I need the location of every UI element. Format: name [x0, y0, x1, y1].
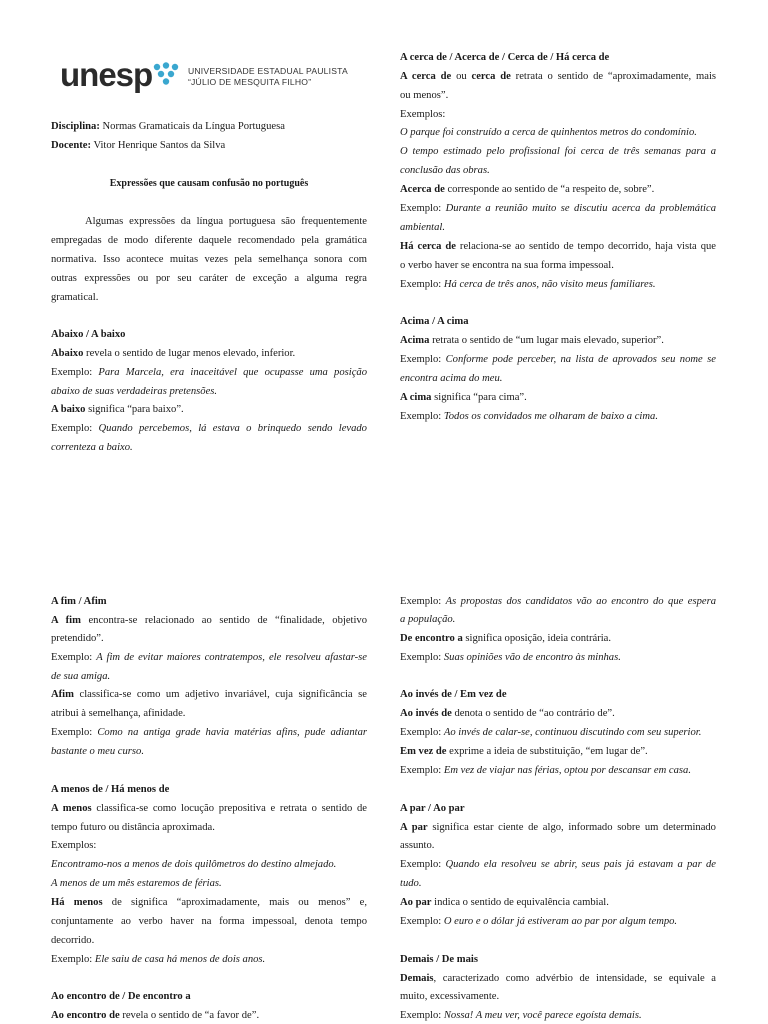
acerca-line-8: Exemplo: Durante a reunião muito se discutiu acerca da problemática [400, 203, 716, 214]
section-heading-acima: Acima / A cima [400, 316, 469, 327]
afim-line-7: Exemplo: Como na antiga grade havia matérias afins, pude adiantar [51, 727, 367, 738]
aoencontro-line-5: Exemplo: Suas opiniões vão de encontro às minhas. [400, 652, 621, 663]
document-title: Expressões que causam confusão no português [109, 178, 309, 189]
abaixo-line-4: A baixo significa “para baixo”. [51, 404, 184, 415]
afim-line-8: bastante o meu curso. [51, 746, 144, 757]
acerca-line-5: O tempo estimado pelo profissional foi cerca de três semanas para a [400, 146, 716, 157]
section-heading-apar: A par / Ao par [400, 803, 465, 814]
acerca-line-9: ambiental. [400, 222, 446, 233]
acima-line-3: encontra acima do meu. [400, 373, 503, 384]
apar-line-2: assunto. [400, 840, 435, 851]
logo-wordmark: unesp [60, 56, 153, 93]
intro-line-3: normativa. Isso acontece muitas vezes pela semelhança sonora com [51, 254, 367, 265]
apar-line-6: Exemplo: O euro e o dólar já estiveram ao par por algum tempo. [400, 916, 678, 927]
afim-line-1: A fim encontra-se relacionado ao sentido de “finalidade, objetivo [51, 615, 368, 626]
section-heading-aoencontro: Ao encontro de / De encontro a [51, 991, 191, 1002]
acima-line-2: Exemplo: Conforme pode perceber, na lista de aprovados seu nome se [400, 354, 716, 365]
demais-line-3: Exemplo: Nossa! A meu ver, você parece egoísta demais. [400, 1010, 642, 1021]
intro-line-1: Algumas expressões da língua portuguesa são frequentemente [85, 216, 367, 227]
acerca-line-4: O parque foi construído a cerca de quinhentos metros do condomínio. [400, 127, 697, 138]
section-heading-demais: Demais / De mais [400, 954, 478, 965]
afim-line-2: pretendido”. [51, 633, 104, 644]
acerca-line-1: A cerca de ou cerca de retrata o sentido de “aproximadamente, mais [400, 71, 717, 82]
aoencontro-line-4: De encontro a significa oposição, ideia contrária. [400, 633, 612, 644]
apar-line-4: tudo. [400, 878, 422, 889]
acerca-line-10: Há cerca de relaciona-se ao sentido de tempo decorrido, haja vista que [400, 241, 717, 252]
acerca-line-7: Acerca de corresponde ao sentido de “a respeito de, sobre”. [400, 184, 655, 195]
apar-line-3: Exemplo: Quando ela resolveu se abrir, seus pais já estavam a par de [400, 859, 716, 870]
abaixo-line-3: abaixo de suas verdadeiras pretensões. [51, 386, 218, 397]
demais-line-1: Demais, caracterizado como advérbio de intensidade, se equivale a [400, 973, 716, 984]
university-logo [60, 56, 360, 102]
acerca-line-12: Exemplo: Há cerca de três anos, não visito meus familiares. [400, 279, 656, 290]
abaixo-line-2: Exemplo: Para Marcela, era inaceitável que ocupasse uma posição [51, 367, 368, 378]
amenos-line-1: A menos classifica-se como locução prepositiva e retrata o sentido de [51, 803, 367, 814]
amenos-line-6: Há menos de significa “aproximadamente, mais ou menos” e, [51, 897, 367, 908]
afim-line-5: Afim classifica-se como um adjetivo invariável, cuja significância se [51, 689, 367, 700]
aoinves-line-4: Exemplo: Em vez de viajar nas férias, optou por descansar em casa. [400, 765, 692, 776]
acima-line-5: Exemplo: Todos os convidados me olharam de baixo a cima. [400, 411, 658, 422]
amenos-line-4: Encontramo-nos a menos de dois quilômetros do destino almejado. [51, 859, 337, 870]
amenos-line-2: tempo futuro ou distância aproximada. [51, 822, 215, 833]
demais-line-2: muito, excessivamente. [400, 991, 500, 1002]
acerca-line-6: conclusão das obras. [400, 165, 490, 176]
amenos-line-3: Exemplos: [51, 840, 97, 851]
amenos-line-8: decorrido. [51, 935, 95, 946]
amenos-line-5: A menos de um mês estaremos de férias. [51, 878, 222, 889]
acerca-line-3: Exemplos: [400, 109, 446, 120]
aoinves-line-3: Em vez de exprime a ideia de substituição, “em lugar de”. [400, 746, 648, 757]
section-heading-amenos: A menos de / Há menos de [51, 784, 170, 795]
acima-line-4: A cima significa “para cima”. [400, 392, 527, 403]
section-heading-abaixo: Abaixo / A baixo [51, 329, 126, 340]
abaixo-line-6: correnteza a baixo. [51, 442, 133, 453]
acerca-line-2: ou menos”. [400, 90, 449, 101]
apar-line-5: Ao par indica o sentido de equivalência cambial. [400, 897, 609, 908]
abaixo-line-5: Exemplo: Quando percebemos, lá estava o brinquedo sendo levado [51, 423, 367, 434]
afim-line-4: de sua amiga. [51, 671, 111, 682]
acerca-line-11: o verbo haver se encontra na sua forma impessoal. [400, 260, 614, 271]
aoencontro-line-3: a população. [400, 614, 456, 625]
section-heading-acerca: A cerca de / Acerca de / Cerca de / Há cerca de [400, 52, 610, 63]
university-name: UNIVERSIDADE ESTADUAL PAULISTA [188, 66, 348, 76]
afim-line-6: atribui à semelhança, afinidade. [51, 708, 186, 719]
abaixo-line-1: Abaixo revela o sentido de lugar menos elevado, inferior. [51, 348, 296, 359]
intro-line-4: outras expressões ou por seu caráter de exceção a alguma regra [51, 273, 367, 284]
intro-line-2: empregadas de modo diferente daquele recomendado pela gramática [51, 235, 367, 246]
university-subtitle: “JÚLIO DE MESQUITA FILHO” [188, 77, 312, 87]
afim-line-3: Exemplo: A fim de evitar maiores contratempos, ele resolveu afastar-se [51, 652, 367, 663]
teacher-line: Docente: Vitor Henrique Santos da Silva [51, 140, 226, 151]
intro-line-5: gramatical. [51, 292, 99, 303]
aoinves-line-1: Ao invés de denota o sentido de “ao contrário de”. [400, 708, 615, 719]
amenos-line-7: conjuntamente ao verbo haver na forma impessoal, denota tempo [51, 916, 367, 927]
logo-mark-icon [151, 62, 181, 86]
aoencontro-line-2: Exemplo: As propostas dos candidatos vão ao encontro do que espera [400, 596, 716, 607]
aoinves-line-2: Exemplo: Ao invés de calar-se, continuou discutindo com seu superior. [400, 727, 702, 738]
acima-line-1: Acima retrata o sentido de “um lugar mais elevado, superior”. [400, 335, 664, 346]
apar-line-1: A par significa estar ciente de algo, informado sobre um determinado [400, 822, 716, 833]
section-heading-afim: A fim / Afim [51, 596, 107, 607]
amenos-line-9: Exemplo: Ele saiu de casa há menos de dois anos. [51, 954, 266, 965]
section-heading-aoinves: Ao invés de / Em vez de [400, 689, 507, 700]
aoencontro-line-1: Ao encontro de revela o sentido de “a favor de”. [51, 1010, 260, 1021]
discipline-line: Disciplina: Normas Gramaticais da Língua Portuguesa [51, 121, 285, 132]
